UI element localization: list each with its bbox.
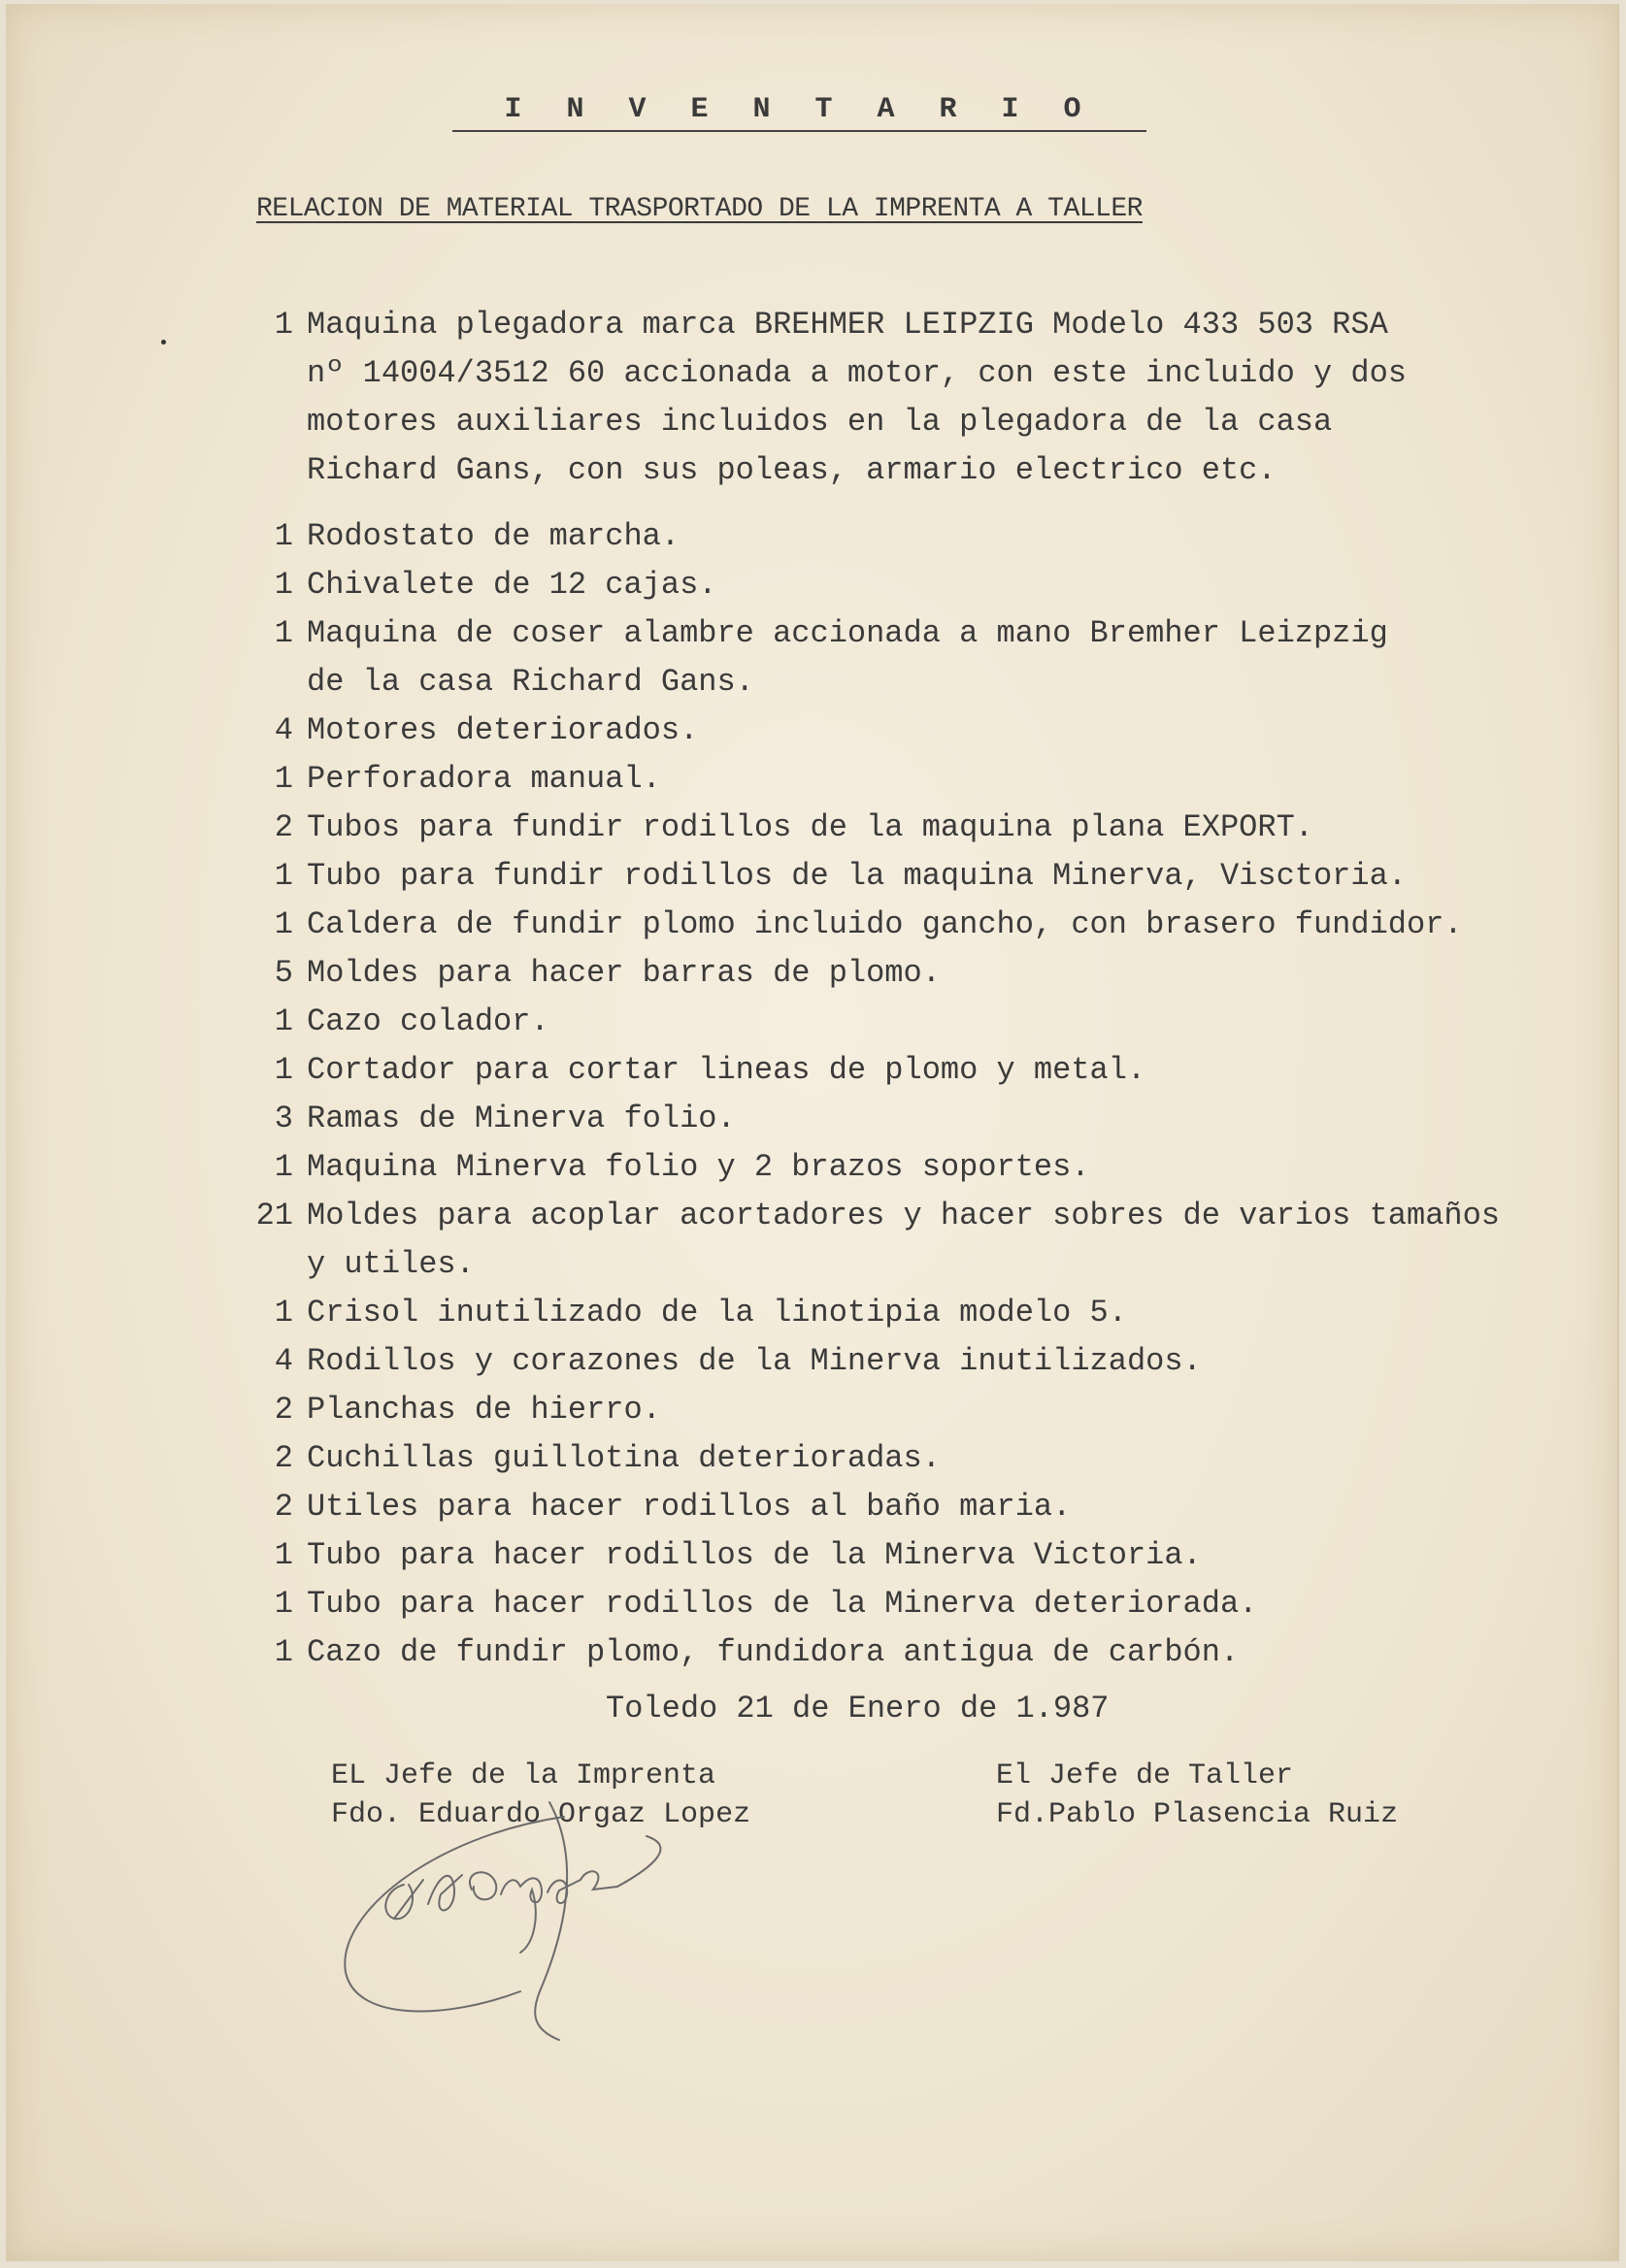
item-quantity: 1: [274, 518, 293, 554]
item-description-line: Rodostato de marcha.: [307, 518, 680, 554]
item-description: [307, 707, 1569, 755]
item-description-line: Maquina plegadora marca BREHMER LEIPZIG Modelo 433 503 RSA: [307, 307, 1388, 343]
signature-stroke: [535, 1802, 567, 2040]
inventory-item: [229, 755, 1569, 804]
signature-loop: [345, 1817, 564, 2011]
item-description: [307, 1192, 1569, 1289]
item-quantity: 4: [274, 1343, 293, 1379]
inventory-item: [229, 1095, 1569, 1143]
signatory-right: [996, 1757, 1398, 1834]
item-description: [307, 901, 1569, 949]
inventory-item: [229, 1628, 1569, 1677]
inventory-item: [229, 512, 1569, 561]
item-description-line: nº 14004/3512 60 accionada a motor, con este incluido y dos: [307, 355, 1407, 391]
item-description: [307, 949, 1569, 998]
inventory-item: [229, 1046, 1569, 1095]
item-quantity: 1: [274, 906, 293, 942]
item-quantity: 5: [274, 955, 293, 991]
inventory-item: [229, 301, 1569, 495]
item-description-line: Maquina Minerva folio y 2 brazos soportes.: [307, 1149, 1090, 1185]
inventory-item: [229, 1434, 1569, 1483]
document-subtitle: RELACION DE MATERIAL TRASPORTADO DE LA IMPRENTA A TALLER: [256, 194, 1143, 224]
item-quantity: 1: [274, 1149, 293, 1185]
inventory-item: [229, 707, 1569, 755]
item-description-line: Perforadora manual.: [307, 761, 661, 797]
item-description: [307, 1386, 1569, 1434]
item-quantity: 4: [274, 712, 293, 748]
item-description-line: Rodillos y corazones de la Minerva inutilizados.: [307, 1343, 1202, 1379]
signature-letter-d: [428, 1875, 462, 1910]
item-quantity: 1: [274, 567, 293, 603]
inventory-item: [229, 1531, 1569, 1580]
signature-letter-a: [385, 1880, 423, 1919]
item-description-line: Cazo de fundir plomo, fundidora antigua de carbón.: [307, 1634, 1240, 1670]
item-quantity: 1: [274, 858, 293, 894]
item-description-line: Motores deteriorados.: [307, 712, 699, 748]
item-quantity: 1: [274, 1586, 293, 1622]
document-date: Toledo 21 de Enero de 1.987: [606, 1691, 1110, 1726]
item-description: [307, 852, 1569, 901]
item-description-line: Moldes para hacer barras de plomo.: [307, 955, 941, 991]
item-description: [307, 755, 1569, 804]
ink-speck: [161, 340, 166, 345]
item-description-line: Planchas de hierro.: [307, 1392, 661, 1428]
item-description: [307, 1046, 1569, 1095]
item-description-line: Chivalete de 12 cajas.: [307, 567, 717, 603]
item-description-line: Cazo colador.: [307, 1003, 549, 1039]
item-description-line: Ramas de Minerva folio.: [307, 1101, 736, 1136]
document-page: [6, 4, 1619, 2261]
item-quantity: 1: [274, 1295, 293, 1331]
item-description-line: de la casa Richard Gans.: [307, 664, 754, 700]
inventory-item: [229, 1580, 1569, 1628]
handwritten-signature: [326, 1797, 831, 2050]
item-description-line: Moldes para acoplar acortadores y hacer sobres de varios tamaños: [307, 1198, 1500, 1233]
inventory-item: [229, 1289, 1569, 1337]
item-quantity: 1: [274, 761, 293, 797]
inventory-list: [229, 301, 1569, 1677]
signatory-left-name: Fdo. Eduardo Orgaz Lopez: [331, 1798, 751, 1831]
inventory-item: [229, 901, 1569, 949]
item-description: [307, 998, 1569, 1046]
inventory-item: [229, 949, 1569, 998]
item-description-line: motores auxiliares incluidos en la plegadora de la casa: [307, 404, 1333, 440]
signatory-right-role: El Jefe de Taller: [996, 1759, 1294, 1792]
signature-letters-rg: [501, 1878, 542, 1953]
signatory-left-role: EL Jefe de la Imprenta: [331, 1759, 716, 1792]
item-quantity: 1: [274, 615, 293, 651]
item-description-line: Tubo para hacer rodillos de la Minerva Victoria.: [307, 1537, 1202, 1573]
item-description: [307, 1143, 1569, 1192]
item-quantity: 1: [274, 1003, 293, 1039]
item-description-line: Tubo para fundir rodillos de la maquina Minerva, Visctoria.: [307, 858, 1407, 894]
item-description: [307, 1483, 1569, 1531]
item-quantity: 2: [274, 1392, 293, 1428]
item-description: [307, 1095, 1569, 1143]
item-description: [307, 609, 1569, 707]
inventory-item: [229, 1483, 1569, 1531]
inventory-item: [229, 1386, 1569, 1434]
item-description: [307, 1580, 1569, 1628]
signature-letter-a2: [548, 1880, 581, 1903]
inventory-item: [229, 1143, 1569, 1192]
inventory-item: [229, 609, 1569, 707]
item-quantity: 1: [274, 1634, 293, 1670]
item-description-line: Richard Gans, con sus poleas, armario electrico etc.: [307, 452, 1277, 488]
item-description-line: Tubos para fundir rodillos de la maquina plana EXPORT.: [307, 809, 1313, 845]
item-description-line: Cortador para cortar lineas de plomo y metal.: [307, 1052, 1146, 1088]
item-quantity: 21: [255, 1198, 293, 1233]
item-description: [307, 1628, 1569, 1677]
item-quantity: 2: [274, 1440, 293, 1476]
inventory-item: [229, 1337, 1569, 1386]
item-description: [307, 512, 1569, 561]
item-description: [307, 1531, 1569, 1580]
item-description: [307, 561, 1569, 609]
page-title: I N V E N T A R I O: [452, 93, 1146, 132]
item-quantity: 1: [274, 307, 293, 343]
inventory-item: [229, 561, 1569, 609]
item-description: [307, 1434, 1569, 1483]
item-description: [307, 804, 1569, 852]
inventory-item: [229, 1192, 1569, 1289]
item-quantity: 2: [274, 1489, 293, 1525]
signature-letter-z: [581, 1871, 617, 1890]
signature-letter-o: [470, 1872, 496, 1899]
item-description: [307, 301, 1569, 495]
signatory-right-name: Fd.Pablo Plasencia Ruiz: [996, 1798, 1399, 1831]
item-quantity: 1: [274, 1537, 293, 1573]
item-description-line: Tubo para hacer rodillos de la Minerva deteriorada.: [307, 1586, 1258, 1622]
item-quantity: 2: [274, 809, 293, 845]
item-description: [307, 1289, 1569, 1337]
item-quantity: 3: [274, 1101, 293, 1136]
item-description-line: Maquina de coser alambre accionada a mano Bremher Leizpzig: [307, 615, 1388, 651]
item-description-line: Crisol inutilizado de la linotipia modelo 5.: [307, 1295, 1127, 1331]
signature-flourish: [617, 1836, 660, 1887]
item-description-line: y utiles.: [307, 1246, 475, 1282]
item-quantity: 1: [274, 1052, 293, 1088]
inventory-item: [229, 852, 1569, 901]
item-description-line: Utiles para hacer rodillos al baño maria.: [307, 1489, 1072, 1525]
item-description-line: Caldera de fundir plomo incluido gancho, con brasero fundidor.: [307, 906, 1463, 942]
inventory-item: [229, 998, 1569, 1046]
inventory-item: [229, 804, 1569, 852]
item-description: [307, 1337, 1569, 1386]
item-description-line: Cuchillas guillotina deterioradas.: [307, 1440, 941, 1476]
